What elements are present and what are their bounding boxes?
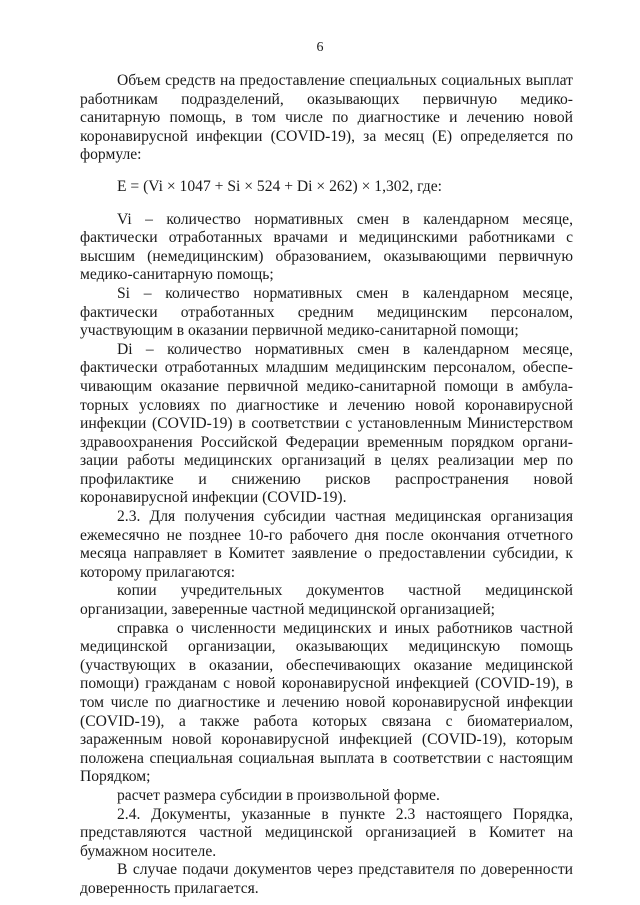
paragraph-funding-volume: Объем средств на предоставление специальных социальных выплат работникам подразделений, оказывающих первичную медико-санитарную помощь, в том числе по диагностике и лечению новой коронавирусной инфекции (COVID-19), за месяц (Е) определяется по формуле: xyxy=(80,72,573,164)
document-body xyxy=(80,72,573,899)
list-item-copies: копии учредительных документов частной медицинской организации, заверенные частной медицинской организацией; xyxy=(80,582,573,619)
paragraph-di-definition: Di – количество нормативных смен в календарном месяце, фактически отработанных младшим медицинским персоналом, обеспечивающим оказание первичной медико-санитарной помощи в амбулаторных условиях по диагностике и лечению новой коронавирусной инфекции (COVID-19) в соответствии с установленным Министерством здравоохранения Российской Федерации временным порядком организации работы медицинских организаций в целях реализации мер по профилактике и снижению рисков распространения новой коронавирусной инфекции (COVID-19). xyxy=(80,340,573,507)
paragraph-vi-definition: Vi – количество нормативных смен в календарном месяце, фактически отработанных врачами и медицинскими работниками с высшим (немедицинским) образованием, оказывающими первичную медико-санитарную помощь; xyxy=(80,210,573,284)
paragraph-2-4: 2.4. Документы, указанные в пункте 2.3 настоящего Порядка, представляются частной медицинской организацией в Комитет на бумажном носителе. xyxy=(80,805,573,860)
page-number: 6 xyxy=(316,40,324,55)
paragraph-2-3: 2.3. Для получения субсидии частная медицинская организация ежемесячно не позднее 10-го рабочего дня после окончания отчетного месяца направляет в Комитет заявление о предоставлении субсидии, к которому прилагаются: xyxy=(80,508,573,581)
formula: E = (Vi × 1047 + Si × 524 + Di × 262) × 1,302, где: xyxy=(117,177,442,195)
list-item-certificate: справка о численности медицинских и иных работников частной медицинской организации, оказывающих медицинскую помощь (участвующих в оказании, обеспечивающих оказание медицинской помощи) гражданам с новой коронавирусной инфекцией (COVID-19), в том числе по диагностике и лечению новой коронавирусной инфекции (COVID-19), а также работа которых связана с биоматериалом, зараженным новой коронавирусной инфекцией (COVID-19), которым положена специальная социальная выплата в соответствии с настоящим Порядком; xyxy=(80,619,573,786)
paragraph-si-definition: Si – количество нормативных смен в календарном месяце, фактически отработанных средним медицинским персоналом, участвующим в оказании первичной медико-санитарной помощи; xyxy=(80,284,573,340)
list-item-calculation: расчет размера субсидии в произвольной форме. xyxy=(117,786,440,804)
paragraph-proxy: В случае подачи документов через представителя по доверенности доверенность прилагается. xyxy=(80,861,573,897)
